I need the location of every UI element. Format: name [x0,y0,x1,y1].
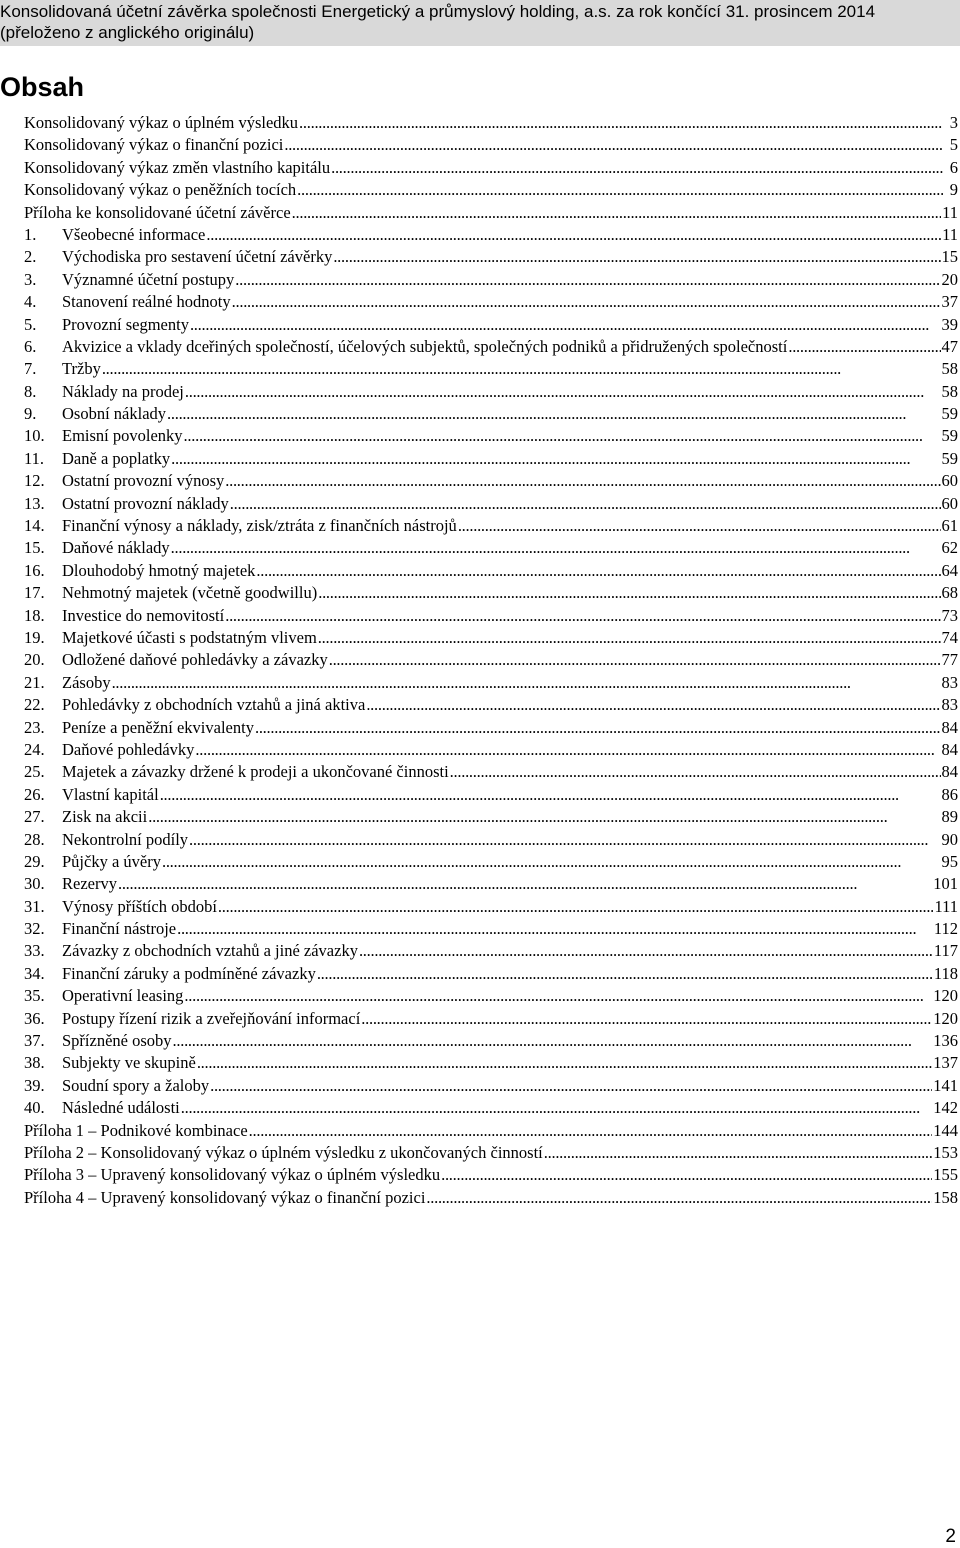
toc-entry-page: 58 [941,359,958,379]
toc-leader-dots [299,112,943,134]
toc-entry-label[interactable]: Ostatní provozní výnosy [62,471,225,491]
toc-leader-dots [450,761,941,783]
toc-entry-page: 64 [941,560,958,580]
toc-entry-number: 18. [24,605,45,625]
toc-leader-dots [292,202,941,224]
toc-leader-dots [359,940,933,962]
toc-entry-label[interactable]: Pohledávky z obchodních vztahů a jiná aktiva [62,695,366,715]
toc-leader-dots [366,694,940,716]
toc-entry-page: 9 [949,180,958,200]
toc-entry[interactable] [0,896,960,918]
toc-entry-page: 90 [941,829,958,849]
toc-entry-page: 95 [941,851,958,871]
toc-entry-label[interactable]: Soudní spory a žaloby [62,1075,210,1095]
toc-leader-dots [118,873,932,895]
toc-entry-page: 20 [941,269,958,289]
toc-entry-label[interactable]: Finanční záruky a podmíněné závazky [62,963,316,983]
toc-entry[interactable] [0,761,960,783]
toc-entry-label[interactable]: Příloha 4 – Upravený konsolidovaný výkaz o finanční pozici [24,1187,426,1207]
toc-entry-label[interactable]: Osobní náklady [62,404,167,424]
toc-entry[interactable] [0,246,960,268]
toc-entry-number: 1. [24,224,37,244]
toc-entry-number: 39. [24,1075,45,1095]
toc-entry[interactable] [0,425,960,447]
toc-entry-number: 24. [24,739,45,759]
toc-entry-page: 59 [941,404,958,424]
toc-leader-dots [256,560,940,582]
toc-entry-number: 26. [24,784,45,804]
toc-entry-label[interactable]: Významné účetní postupy [62,269,235,289]
toc-entry[interactable] [0,291,960,313]
toc-entry-label[interactable]: Operativní leasing [62,986,184,1006]
toc-entry-number: 37. [24,1031,45,1051]
toc-entry-page: 84 [941,717,958,737]
toc-entry[interactable] [0,873,960,895]
toc-entry-number: 31. [24,896,45,916]
table-of-contents [0,112,960,1209]
toc-entry-label[interactable]: Všeobecné informace [62,224,206,244]
toc-entry-page: 83 [941,672,958,692]
toc-leader-dots [235,269,940,291]
toc-entry[interactable] [0,985,960,1007]
toc-leader-dots [318,582,940,604]
toc-entry[interactable] [0,1030,960,1052]
toc-entry-page: 155 [933,1165,958,1185]
toc-entry-label[interactable]: Odložené daňové pohledávky a závazky [62,650,328,670]
toc-entry-number: 13. [24,493,45,513]
toc-entry-page: 39 [941,314,958,334]
toc-leader-dots [177,918,933,940]
toc-entry-number: 28. [24,829,45,849]
toc-entry-number: 11. [24,448,45,468]
toc-entry-number: 32. [24,919,45,939]
toc-entry[interactable] [0,560,960,582]
toc-entry-number: 14. [24,516,45,536]
toc-leader-dots [173,1030,933,1052]
toc-entry-number: 12. [24,471,45,491]
toc-entry[interactable] [0,918,960,940]
toc-entry-label[interactable]: Postupy řízení rizik a zveřejňování informací [62,1008,361,1028]
toc-entry-page: 60 [941,471,958,491]
toc-entry-number: 5. [24,314,37,334]
toc-entry-page: 68 [941,583,958,603]
toc-entry-number: 27. [24,807,45,827]
toc-entry-label[interactable]: Ostatní provozní náklady [62,493,229,513]
toc-entry-number: 22. [24,695,45,715]
toc-entry-number: 38. [24,1053,45,1073]
toc-entry-page: 101 [933,874,958,894]
toc-entry-page: 84 [941,762,958,782]
toc-leader-dots [160,784,941,806]
toc-leader-dots [195,739,940,761]
toc-leader-dots [162,851,941,873]
toc-entry[interactable] [0,269,960,291]
toc-entry-label[interactable]: Investice do nemovitostí [62,605,225,625]
toc-entry[interactable] [0,1187,960,1209]
toc-leader-dots [206,224,941,246]
toc-entry-page: 62 [941,538,958,558]
toc-entry-page: 144 [933,1120,958,1140]
toc-entry-label[interactable]: Závazky z obchodních vztahů a jiné závazky [62,941,358,961]
toc-entry[interactable] [0,1142,960,1164]
toc-entry[interactable] [0,829,960,851]
toc-entry-label[interactable]: Spřízněné osoby [62,1031,172,1051]
toc-entry-page: 141 [933,1075,958,1095]
toc-leader-dots [230,493,941,515]
toc-entry-label[interactable]: Náklady na prodej [62,381,184,401]
toc-entry-label[interactable]: Peníze a peněžní ekvivalenty [62,717,254,737]
toc-leader-dots [148,806,940,828]
header-subtitle: (přeloženo z anglického originálu) [0,23,255,42]
toc-leader-dots [284,134,943,156]
toc-entry-page: 86 [941,784,958,804]
toc-leader-dots [255,717,941,739]
toc-entry-number: 36. [24,1008,45,1028]
toc-entry[interactable] [0,493,960,515]
toc-entry-label[interactable]: Stanovení reálné hodnoty [62,292,231,312]
toc-entry[interactable] [0,806,960,828]
toc-leader-dots [458,515,941,537]
toc-entry-page: 89 [941,807,958,827]
toc-entry-page: 118 [933,963,958,983]
toc-entry[interactable] [0,582,960,604]
toc-entry[interactable] [0,179,960,201]
toc-entry[interactable] [0,314,960,336]
toc-entry-label[interactable]: Daňové pohledávky [62,739,195,759]
toc-entry-label[interactable]: Konsolidovaný výkaz změn vlastního kapitálu [24,157,331,177]
toc-entry[interactable] [0,963,960,985]
toc-entry-page: 137 [933,1053,958,1073]
toc-entry-page: 47 [941,336,958,356]
toc-leader-dots [112,672,941,694]
toc-entry[interactable] [0,940,960,962]
toc-entry-number: 16. [24,560,45,580]
toc-entry-page: 117 [933,941,958,961]
toc-entry-number: 23. [24,717,45,737]
toc-entry[interactable] [0,1008,960,1030]
toc-entry-page: 3 [949,113,958,132]
toc-entry-page: 83 [941,695,958,715]
toc-leader-dots [102,358,941,380]
toc-entry-number: 21. [24,672,45,692]
toc-leader-dots [171,537,941,559]
toc-entry-label[interactable]: Půjčky a úvěry [62,851,161,871]
toc-leader-dots [333,246,940,268]
toc-entry-page: 60 [941,493,958,513]
toc-entry[interactable] [0,1075,960,1097]
toc-entry[interactable] [0,1097,960,1119]
toc-leader-dots [167,403,940,425]
toc-entry-page: 59 [941,426,958,446]
toc-entry-number: 4. [24,292,37,312]
toc-entry[interactable] [0,403,960,425]
toc-leader-dots [184,985,932,1007]
toc-entry-number: 7. [24,359,37,379]
toc-entry[interactable] [0,1120,960,1142]
toc-entry-label[interactable]: Příloha 3 – Upravený konsolidovaný výkaz o úplném výsledku [24,1165,441,1185]
toc-entry-page: 136 [933,1031,958,1051]
page-number: 2 [945,1526,956,1547]
toc-entry-label[interactable]: Tržby [62,359,101,379]
toc-entry[interactable] [0,202,960,224]
toc-entry-label[interactable]: Vlastní kapitál [62,784,159,804]
toc-leader-dots [190,314,941,336]
toc-leader-dots [426,1187,932,1209]
toc-entry-page: 111 [934,896,958,916]
toc-leader-dots [544,1142,932,1164]
toc-entry-page: 77 [941,650,958,670]
toc-entry[interactable] [0,157,960,179]
toc-entry-number: 29. [24,851,45,871]
toc-leader-dots [329,649,941,671]
toc-entry-label[interactable]: Daně a poplatky [62,448,171,468]
toc-leader-dots [318,627,941,649]
toc-entry-number: 17. [24,583,45,603]
toc-leader-dots [185,381,941,403]
toc-entry-label[interactable]: Výnosy příštích období [62,896,217,916]
toc-leader-dots [232,291,941,313]
toc-entry-page: 84 [941,739,958,759]
toc-leader-dots [189,829,940,851]
toc-entry-page: 120 [933,986,958,1006]
toc-entry-label[interactable]: Zisk na akcii [62,807,148,827]
toc-entry-number: 15. [24,538,45,558]
toc-entry[interactable] [0,739,960,761]
toc-entry[interactable] [0,112,960,134]
toc-entry-number: 35. [24,986,45,1006]
toc-entry[interactable] [0,1052,960,1074]
toc-entry[interactable] [0,851,960,873]
toc-entry[interactable] [0,134,960,156]
toc-entry[interactable] [0,627,960,649]
toc-entry[interactable] [0,1164,960,1186]
toc-entry-page: 120 [933,1008,958,1028]
toc-leader-dots [441,1164,932,1186]
toc-entry-page: 61 [941,516,958,536]
toc-entry[interactable] [0,649,960,671]
toc-entry-label[interactable]: Konsolidovaný výkaz o úplném výsledku [24,113,299,132]
toc-entry-label[interactable]: Nehmotný majetek (včetně goodwillu) [62,583,318,603]
toc-leader-dots [197,1052,932,1074]
toc-entry-label[interactable]: Dlouhodobý hmotný majetek [62,560,256,580]
toc-entry-label[interactable]: Příloha 2 – Konsolidovaný výkaz o úplném výsledku z ukončovaných činností [24,1142,543,1162]
toc-entry-number: 34. [24,963,45,983]
toc-entry-label[interactable]: Konsolidovaný výkaz o finanční pozici [24,135,284,155]
toc-entry-number: 9. [24,404,37,424]
page-title: Obsah [0,72,85,102]
toc-entry-page: 158 [933,1187,958,1207]
toc-entry-number: 25. [24,762,45,782]
toc-leader-dots [331,157,943,179]
toc-entry-page: 142 [933,1098,958,1118]
toc-entry-label[interactable]: Provozní segmenty [62,314,189,334]
toc-entry-label[interactable]: Majetkové účasti s podstatným vlivem [62,627,317,647]
toc-entry[interactable] [0,515,960,537]
toc-entry-label[interactable]: Finanční nástroje [62,919,177,939]
toc-entry-label[interactable]: Následné události [62,1098,180,1118]
toc-leader-dots [361,1008,932,1030]
toc-leader-dots [249,1120,933,1142]
toc-entry-label[interactable]: Subjekty ve skupině [62,1053,196,1073]
toc-leader-dots [184,425,941,447]
toc-leader-dots [297,179,943,201]
toc-entry-label[interactable]: Příloha 1 – Podnikové kombinace [24,1120,248,1140]
toc-entry[interactable] [0,717,960,739]
toc-entry[interactable] [0,381,960,403]
toc-leader-dots [181,1097,932,1119]
toc-entry-number: 2. [24,247,37,267]
toc-entry-label[interactable]: Finanční výnosy a náklady, zisk/ztráta z finančních nástrojů [62,516,457,536]
toc-entry[interactable] [0,537,960,559]
toc-entry-page: 11 [942,202,958,222]
toc-entry-number: 20. [24,650,45,670]
toc-entry-number: 19. [24,627,45,647]
toc-entry-page: 59 [941,448,958,468]
toc-entry-label[interactable]: Východiska pro sestavení účetní závěrky [62,247,333,267]
toc-entry-label[interactable]: Majetek a závazky držené k prodeji a ukončované činnosti [62,762,449,782]
toc-entry[interactable] [0,784,960,806]
toc-entry-page: 58 [941,381,958,401]
toc-entry-page: 15 [941,247,958,267]
toc-entry[interactable] [0,605,960,627]
toc-entry-page: 37 [941,292,958,312]
toc-entry-label[interactable]: Daňové náklady [62,538,170,558]
toc-entry-number: 30. [24,874,45,894]
toc-entry-page: 11 [942,224,958,244]
toc-entry[interactable] [0,358,960,380]
toc-entry-label[interactable]: Příloha ke konsolidované účetní závěrce [24,202,291,222]
toc-entry-label[interactable]: Rezervy [62,874,117,894]
toc-entry-number: 6. [24,336,37,356]
toc-entry-page: 153 [933,1142,958,1162]
toc-entry-page: 74 [941,627,958,647]
toc-entry-label[interactable]: Akvizice a vklady dceřiných společností, účelových subjektů, společných podniků a přidružených společností [62,336,788,356]
toc-entry[interactable] [0,336,960,358]
toc-entry[interactable] [0,224,960,246]
toc-entry-label[interactable]: Konsolidovaný výkaz o peněžních tocích [24,180,297,200]
toc-entry[interactable] [0,470,960,492]
toc-leader-dots [210,1075,932,1097]
toc-leader-dots [225,470,940,492]
toc-entry[interactable] [0,672,960,694]
toc-leader-dots [171,448,940,470]
toc-entry-number: 8. [24,381,37,401]
toc-entry-number: 3. [24,269,37,289]
toc-entry-page: 112 [933,919,958,939]
toc-entry-label[interactable]: Zásoby [62,672,111,692]
toc-leader-dots [218,896,934,918]
toc-entry[interactable] [0,448,960,470]
toc-entry-number: 10. [24,426,45,446]
page-header [0,0,960,46]
toc-entry-page: 73 [941,605,958,625]
toc-entry[interactable] [0,694,960,716]
toc-entry-label[interactable]: Nekontrolní podíly [62,829,189,849]
toc-leader-dots [317,963,933,985]
toc-entry-number: 33. [24,941,45,961]
header-title: Konsolidovaná účetní závěrka společnosti Energetický a průmyslový holding, a.s. za rok končící 31. prosincem 2014 [0,2,876,21]
toc-entry-number: 40. [24,1098,45,1118]
toc-leader-dots [225,605,940,627]
toc-leader-dots [788,336,940,358]
toc-entry-page: 6 [949,157,958,177]
toc-entry-label[interactable]: Emisní povolenky [62,426,183,446]
toc-entry-page: 5 [949,135,958,155]
